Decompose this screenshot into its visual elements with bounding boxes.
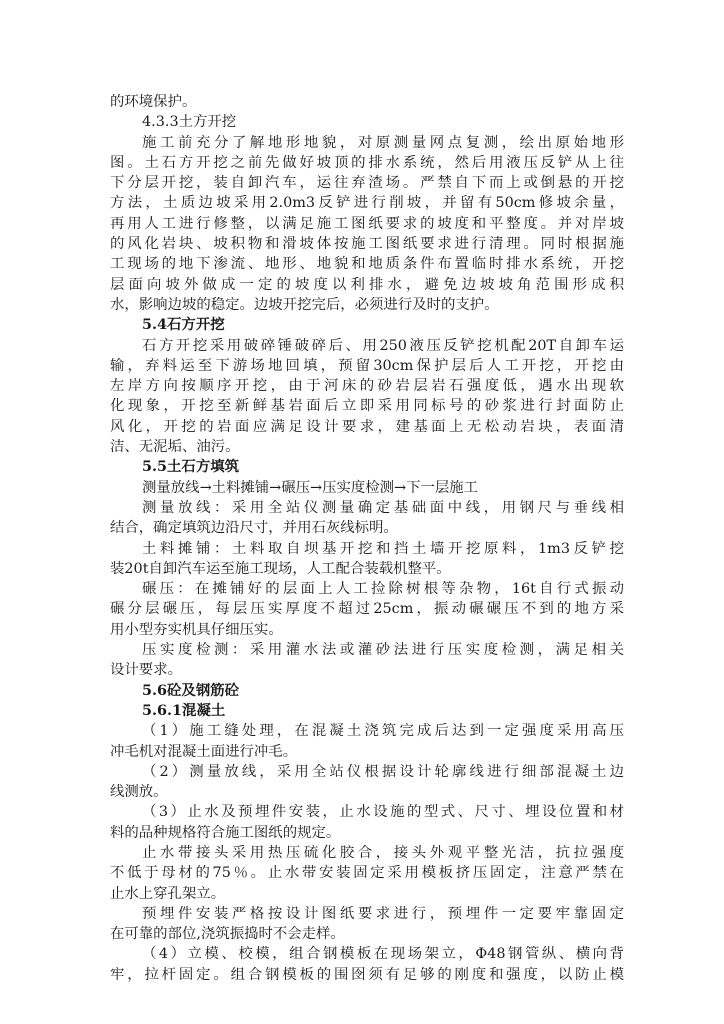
text-line: 的风化岩块、坡积物和滑坡体按施工图纸要求进行清理。同时根据施	[110, 236, 624, 253]
text-line: 方法，土质边坡采用2.0m3反铲进行削坡，并留有50cm修坡余量，	[110, 195, 624, 212]
section-heading: 5.6砼及钢筋砼	[142, 681, 239, 699]
text-line: 不低于母材的75％。止水带安装固定采用模板挤压固定，注意严禁在	[110, 865, 624, 882]
text-line: 装20t自卸汽车运至施工现场，人工配合装载机整平。	[110, 560, 451, 577]
section-heading: 5.4石方开挖	[142, 316, 225, 334]
text-line: 在可靠的部位,浇筑振捣时不会走样。	[110, 926, 345, 943]
text-line: 用小型夯实机具仔细压实。	[110, 621, 283, 638]
text-line: 测量放线：采用全站仪测量确定基础面中线，用钢尺与垂线相	[142, 499, 624, 516]
text-line: （3）止水及预埋件安装，止水设施的型式、尺寸、埋设位置和材	[142, 804, 624, 821]
text-line: 压实度检测：采用灌水法或灌砂法进行压实度检测，满足相关	[142, 642, 624, 659]
text-line: 线测放。	[110, 784, 168, 801]
text-line: 再用人工进行修整，以满足施工图纸要求的坡度和平整度。并对岸坡	[110, 215, 624, 232]
section-heading: 5.5土石方填筑	[142, 458, 239, 476]
text-line: 冲毛机对混凝土面进行冲毛。	[110, 743, 298, 760]
text-line: 下分层开挖，装自卸汽车，运往弃渣场。严禁自下而上或倒悬的开挖	[110, 175, 624, 192]
text-line: 止水带接头采用热压硫化胶合，接头外观平整光洁，抗拉强度	[142, 844, 624, 861]
text-line: 左岸方向按顺序开挖，由于河床的砂岩层岩石强度低，遇水出现软	[110, 378, 624, 395]
text-line: 设计要求。	[110, 662, 182, 679]
text-line: 水，影响边坡的稳定。边坡开挖完后，必须进行及时的支护。	[110, 296, 499, 313]
text-line: （1）施工缝处理，在混凝土浇筑完成后达到一定强度采用高压	[142, 723, 624, 740]
text-line: 结合，确定填筑边沿尺寸，并用石灰线标明。	[110, 520, 398, 537]
text-line: 土料摊铺：土料取自坝基开挖和挡土墙开挖原料，1m3反铲挖	[142, 540, 624, 557]
text-line: 输，弃料运至下游场地回填，预留30cm保护层后人工开挖，开挖由	[110, 357, 624, 374]
section-heading: 4.3.3土方开挖	[142, 114, 237, 131]
section-heading: 5.6.1混凝土	[142, 701, 226, 719]
text-line: 层面向坡外做成一定的坡度以利排水，避免边坡坡角范围形成积	[110, 276, 624, 293]
text-line: 施工前充分了解地形地貌，对原测量网点复测，绘出原始地形	[142, 134, 624, 151]
text-line: 料的品种规格符合施工图纸的规定。	[110, 824, 341, 841]
text-line: 牢，拉杆固定。组合钢模板的围囹须有足够的刚度和强度，以防止模	[110, 966, 624, 983]
text-line: 洁、无泥垢、油污。	[110, 439, 240, 456]
text-line: 测量放线→土料摊铺→碾压→压实度检测→下一层施工	[142, 479, 479, 496]
text-line: 的环境保护。	[110, 94, 197, 110]
text-line: 碾压：在摊铺好的层面上人工捡除树根等杂物，16t自行式振动	[142, 581, 624, 598]
text-line: （2）测量放线，采用全站仪根据设计轮廓线进行细部混凝土边	[142, 763, 624, 780]
text-line: 石方开挖采用破碎锤破碎后、用250液压反铲挖机配20T自卸车运	[142, 337, 624, 354]
text-line: 风化，开挖的岩面应满足设计要求，建基面上无松动岩块，表面清	[110, 418, 624, 435]
text-line: 止水上穿孔架立。	[110, 885, 226, 902]
text-line: 化现象，开挖至新鲜基岩面后立即采用同标号的砂浆进行封面防止	[110, 398, 624, 415]
text-line: 工现场的地下渗流、地形、地貌和地质条件布置临时排水系统，开挖	[110, 256, 624, 273]
text-line: （4）立模、校模，组合钢模板在现场架立，Φ48钢管纵、横向背	[142, 946, 624, 963]
text-line: 预埋件安装严格按设计图纸要求进行，预埋件一定要牢靠固定	[142, 905, 624, 922]
text-line: 碾分层碾压，每层压实厚度不超过25cm，振动碾碾压不到的地方采	[110, 601, 624, 618]
text-line: 图。土石方开挖之前先做好坡顶的排水系统，然后用液压反铲从上往	[110, 154, 624, 171]
